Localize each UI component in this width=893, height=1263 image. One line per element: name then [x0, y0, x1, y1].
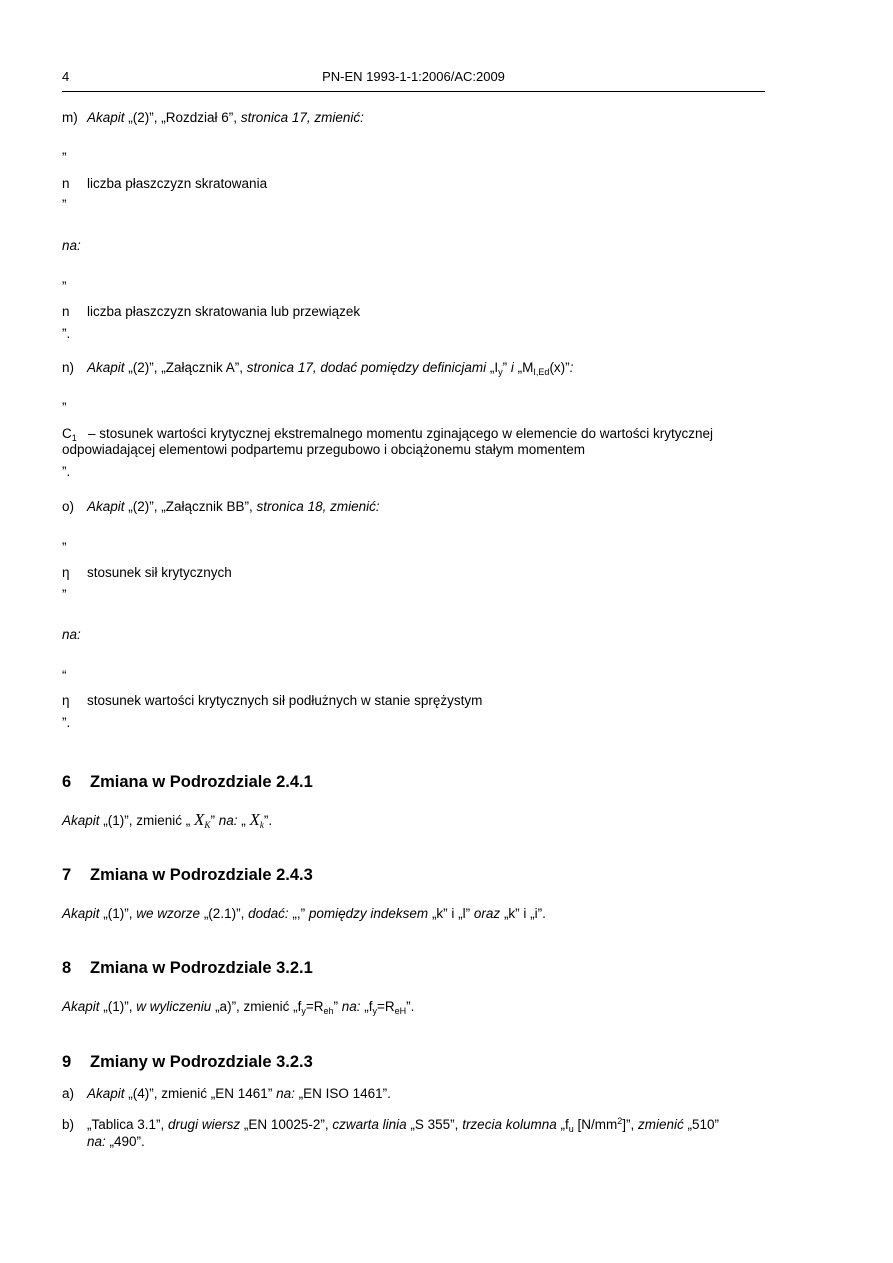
na-label: na: — [62, 238, 81, 253]
section-title: Zmiany w Podrozdziale 3.2.3 — [90, 1053, 313, 1071]
section-number: 6 — [62, 773, 72, 791]
s9b-t5: „S 355”, — [406, 1117, 463, 1132]
definition-c1-line2: odpowiadającej elementowi podpartemu przegubowo i obciążonemu stałym momentem — [62, 442, 586, 457]
s6-na: na: — [218, 813, 238, 828]
section-8-text — [62, 999, 765, 1015]
section-7-text — [62, 906, 765, 922]
s9b-t3: „EN 10025-2”, — [240, 1117, 333, 1132]
standard-designation: PN-EN 1993-1-1:2006/AC:2009 — [322, 69, 505, 84]
definition-c1-line1 — [62, 426, 765, 442]
s6-quote-open: „ — [237, 813, 250, 828]
item-n-term2-sub: I,Ed — [533, 367, 550, 377]
definition-new-m — [62, 304, 765, 320]
s9b-t8-sup: 2 — [617, 1116, 623, 1126]
item-n — [62, 360, 765, 376]
s6-symbol-old — [194, 810, 210, 829]
item-o — [62, 499, 765, 515]
s9b-t13: „490”. — [105, 1134, 145, 1149]
s8-t5: =R — [305, 999, 324, 1014]
definition-old-m — [62, 176, 765, 192]
s6-end: ”. — [263, 813, 273, 828]
definition-text: stosunek wartości krytycznych sił podłużnych w stanie sprężystym — [87, 693, 483, 708]
s6-x: X — [194, 810, 205, 829]
quote-close: ”. — [62, 464, 71, 479]
item-n-term2-end: (x)” — [549, 360, 570, 375]
item-o-keyword: Akapit — [87, 499, 125, 514]
s8-t8: „f — [360, 999, 373, 1014]
section-title: Zmiana w Podrozdziale 2.4.3 — [90, 866, 313, 884]
quote-open: ” — [62, 279, 67, 294]
definition-old-eta — [62, 565, 765, 581]
s8-t10: ”. — [406, 999, 415, 1014]
s6-x-sub: K — [204, 820, 211, 830]
section-title: Zmiana w Podrozdziale 3.2.1 — [90, 959, 313, 977]
item-m-keyword: Akapit — [87, 110, 125, 125]
s9b-t7: „f — [556, 1117, 569, 1132]
s9b-t9: ]”, — [622, 1117, 639, 1132]
item-m — [62, 110, 765, 126]
s7-t9: oraz — [473, 906, 501, 921]
section-8-heading — [62, 959, 313, 978]
section-9-item-b-cont — [62, 1134, 765, 1150]
s9b-na: na: — [87, 1134, 106, 1149]
symbol-c1: C — [62, 426, 72, 441]
quote-open: ” — [62, 150, 67, 165]
s9b-t8: [N/mm — [573, 1117, 618, 1132]
quote-open: ” — [62, 540, 67, 555]
item-n-instruction: stronica 17, dodać pomiędzy definicjami — [246, 360, 487, 375]
s8-t2: „(1)”, — [99, 999, 137, 1014]
s7-t2: „(1)”, — [99, 906, 137, 921]
s9a-keyword: Akapit — [87, 1086, 125, 1101]
s7-t8: „k” i „l” — [428, 906, 474, 921]
s9b-t7-sub: u — [568, 1124, 574, 1134]
symbol-eta: η — [62, 565, 70, 580]
s8-t4-sub: y — [301, 1006, 306, 1016]
definition-text: liczba płaszczyzn skratowania — [87, 176, 268, 191]
s7-t3: we wzorze — [136, 906, 201, 921]
s8-t4: „a)”, zmienić „f — [211, 999, 302, 1014]
s8-t5-sub: eh — [323, 1006, 334, 1016]
item-o-value: „(2)”, „Załącznik BB”, — [124, 499, 257, 514]
s8-t7: na: — [341, 999, 361, 1014]
definition-new-eta — [62, 693, 765, 709]
s7-t4: „(2.1)”, — [200, 906, 249, 921]
s6-x2: X — [249, 810, 260, 829]
s9b-t4: czwarta linia — [332, 1117, 407, 1132]
s6-quote: ” — [210, 813, 219, 828]
s7-t10: „k” i „i”. — [500, 906, 546, 921]
item-b-label: b) — [62, 1117, 75, 1132]
item-a-label: a) — [62, 1086, 75, 1101]
s9a-na: na: — [276, 1086, 295, 1101]
page-header — [62, 69, 765, 92]
item-n-colon: : — [569, 360, 574, 375]
quote-open: ” — [62, 400, 67, 415]
item-m-instruction: stronica 17, zmienić: — [240, 110, 364, 125]
s9a-t2: „(4)”, zmienić „EN 1461” — [124, 1086, 277, 1101]
item-n-keyword: Akapit — [87, 360, 125, 375]
item-o-label: o) — [62, 499, 75, 514]
s6-text: „(1)”, zmienić „ — [99, 813, 195, 828]
symbol-n: n — [62, 176, 70, 191]
section-6-heading — [62, 773, 313, 792]
s9b-t2: drugi wiersz — [168, 1117, 241, 1132]
s9b-t6: trzecia kolumna — [462, 1117, 557, 1132]
item-m-value: „(2)”, „Rozdział 6”, — [124, 110, 241, 125]
section-title: Zmiana w Podrozdziale 2.4.1 — [90, 773, 313, 791]
item-m-label: m) — [62, 110, 78, 125]
quote-open: “ — [62, 668, 67, 683]
s9b-t1: „Tablica 3.1”, — [87, 1117, 169, 1132]
s9a-t4: „EN ISO 1461”. — [294, 1086, 391, 1101]
item-o-instruction: stronica 18, zmienić: — [256, 499, 380, 514]
s8-t3: w wyliczeniu — [136, 999, 212, 1014]
s7-t5: dodać: — [248, 906, 289, 921]
section-number: 7 — [62, 866, 72, 884]
s9b-t10: zmienić — [638, 1117, 684, 1132]
section-7-heading — [62, 866, 313, 885]
section-6-text — [62, 812, 765, 829]
s8-t9: =R — [377, 999, 395, 1014]
section-9-heading — [62, 1053, 313, 1072]
definition-text: liczba płaszczyzn skratowania lub przewiązek — [87, 304, 361, 319]
s8-t8-sub: y — [372, 1006, 378, 1016]
document-page — [62, 0, 765, 1263]
page-number: 4 — [62, 69, 70, 84]
section-9-item-a — [62, 1086, 765, 1102]
definition-text: stosunek sił krytycznych — [87, 565, 232, 580]
quote-close: ”. — [62, 715, 71, 730]
s7-keyword: Akapit — [62, 906, 100, 921]
symbol-c1-sub: 1 — [71, 433, 77, 443]
item-n-and: i — [510, 360, 514, 375]
s6-x2-sub: k — [259, 820, 264, 830]
s7-t7: pomiędzy indeksem — [308, 906, 429, 921]
s6-symbol-new — [249, 810, 263, 829]
section-number: 8 — [62, 959, 72, 977]
s9b-t11: „510” — [683, 1117, 720, 1132]
na-label: na: — [62, 627, 81, 642]
s8-t9-sub: eH — [394, 1006, 407, 1016]
item-n-value: „(2)”, „Załącznik A”, — [124, 360, 247, 375]
symbol-n: n — [62, 304, 70, 319]
quote-close: ” — [62, 197, 67, 212]
item-n-label: n) — [62, 360, 75, 375]
quote-close: ”. — [62, 326, 71, 341]
section-9-item-b — [62, 1117, 765, 1133]
s8-t6: ” — [333, 999, 342, 1014]
item-n-term1-sub: y — [498, 367, 503, 377]
symbol-eta: η — [62, 693, 70, 708]
s8-keyword: Akapit — [62, 999, 100, 1014]
s7-t6: „,” — [288, 906, 309, 921]
quote-close: ” — [62, 587, 67, 602]
section-number: 9 — [62, 1053, 72, 1071]
item-n-term1: „I — [486, 360, 499, 375]
s6-keyword: Akapit — [62, 813, 100, 828]
item-n-term2: „M — [513, 360, 534, 375]
definition-text: – stosunek wartości krytycznej ekstremalnego momentu zginającego w elemencie do wartości krytycznej — [88, 426, 714, 441]
item-n-term1-end: ” — [502, 360, 511, 375]
